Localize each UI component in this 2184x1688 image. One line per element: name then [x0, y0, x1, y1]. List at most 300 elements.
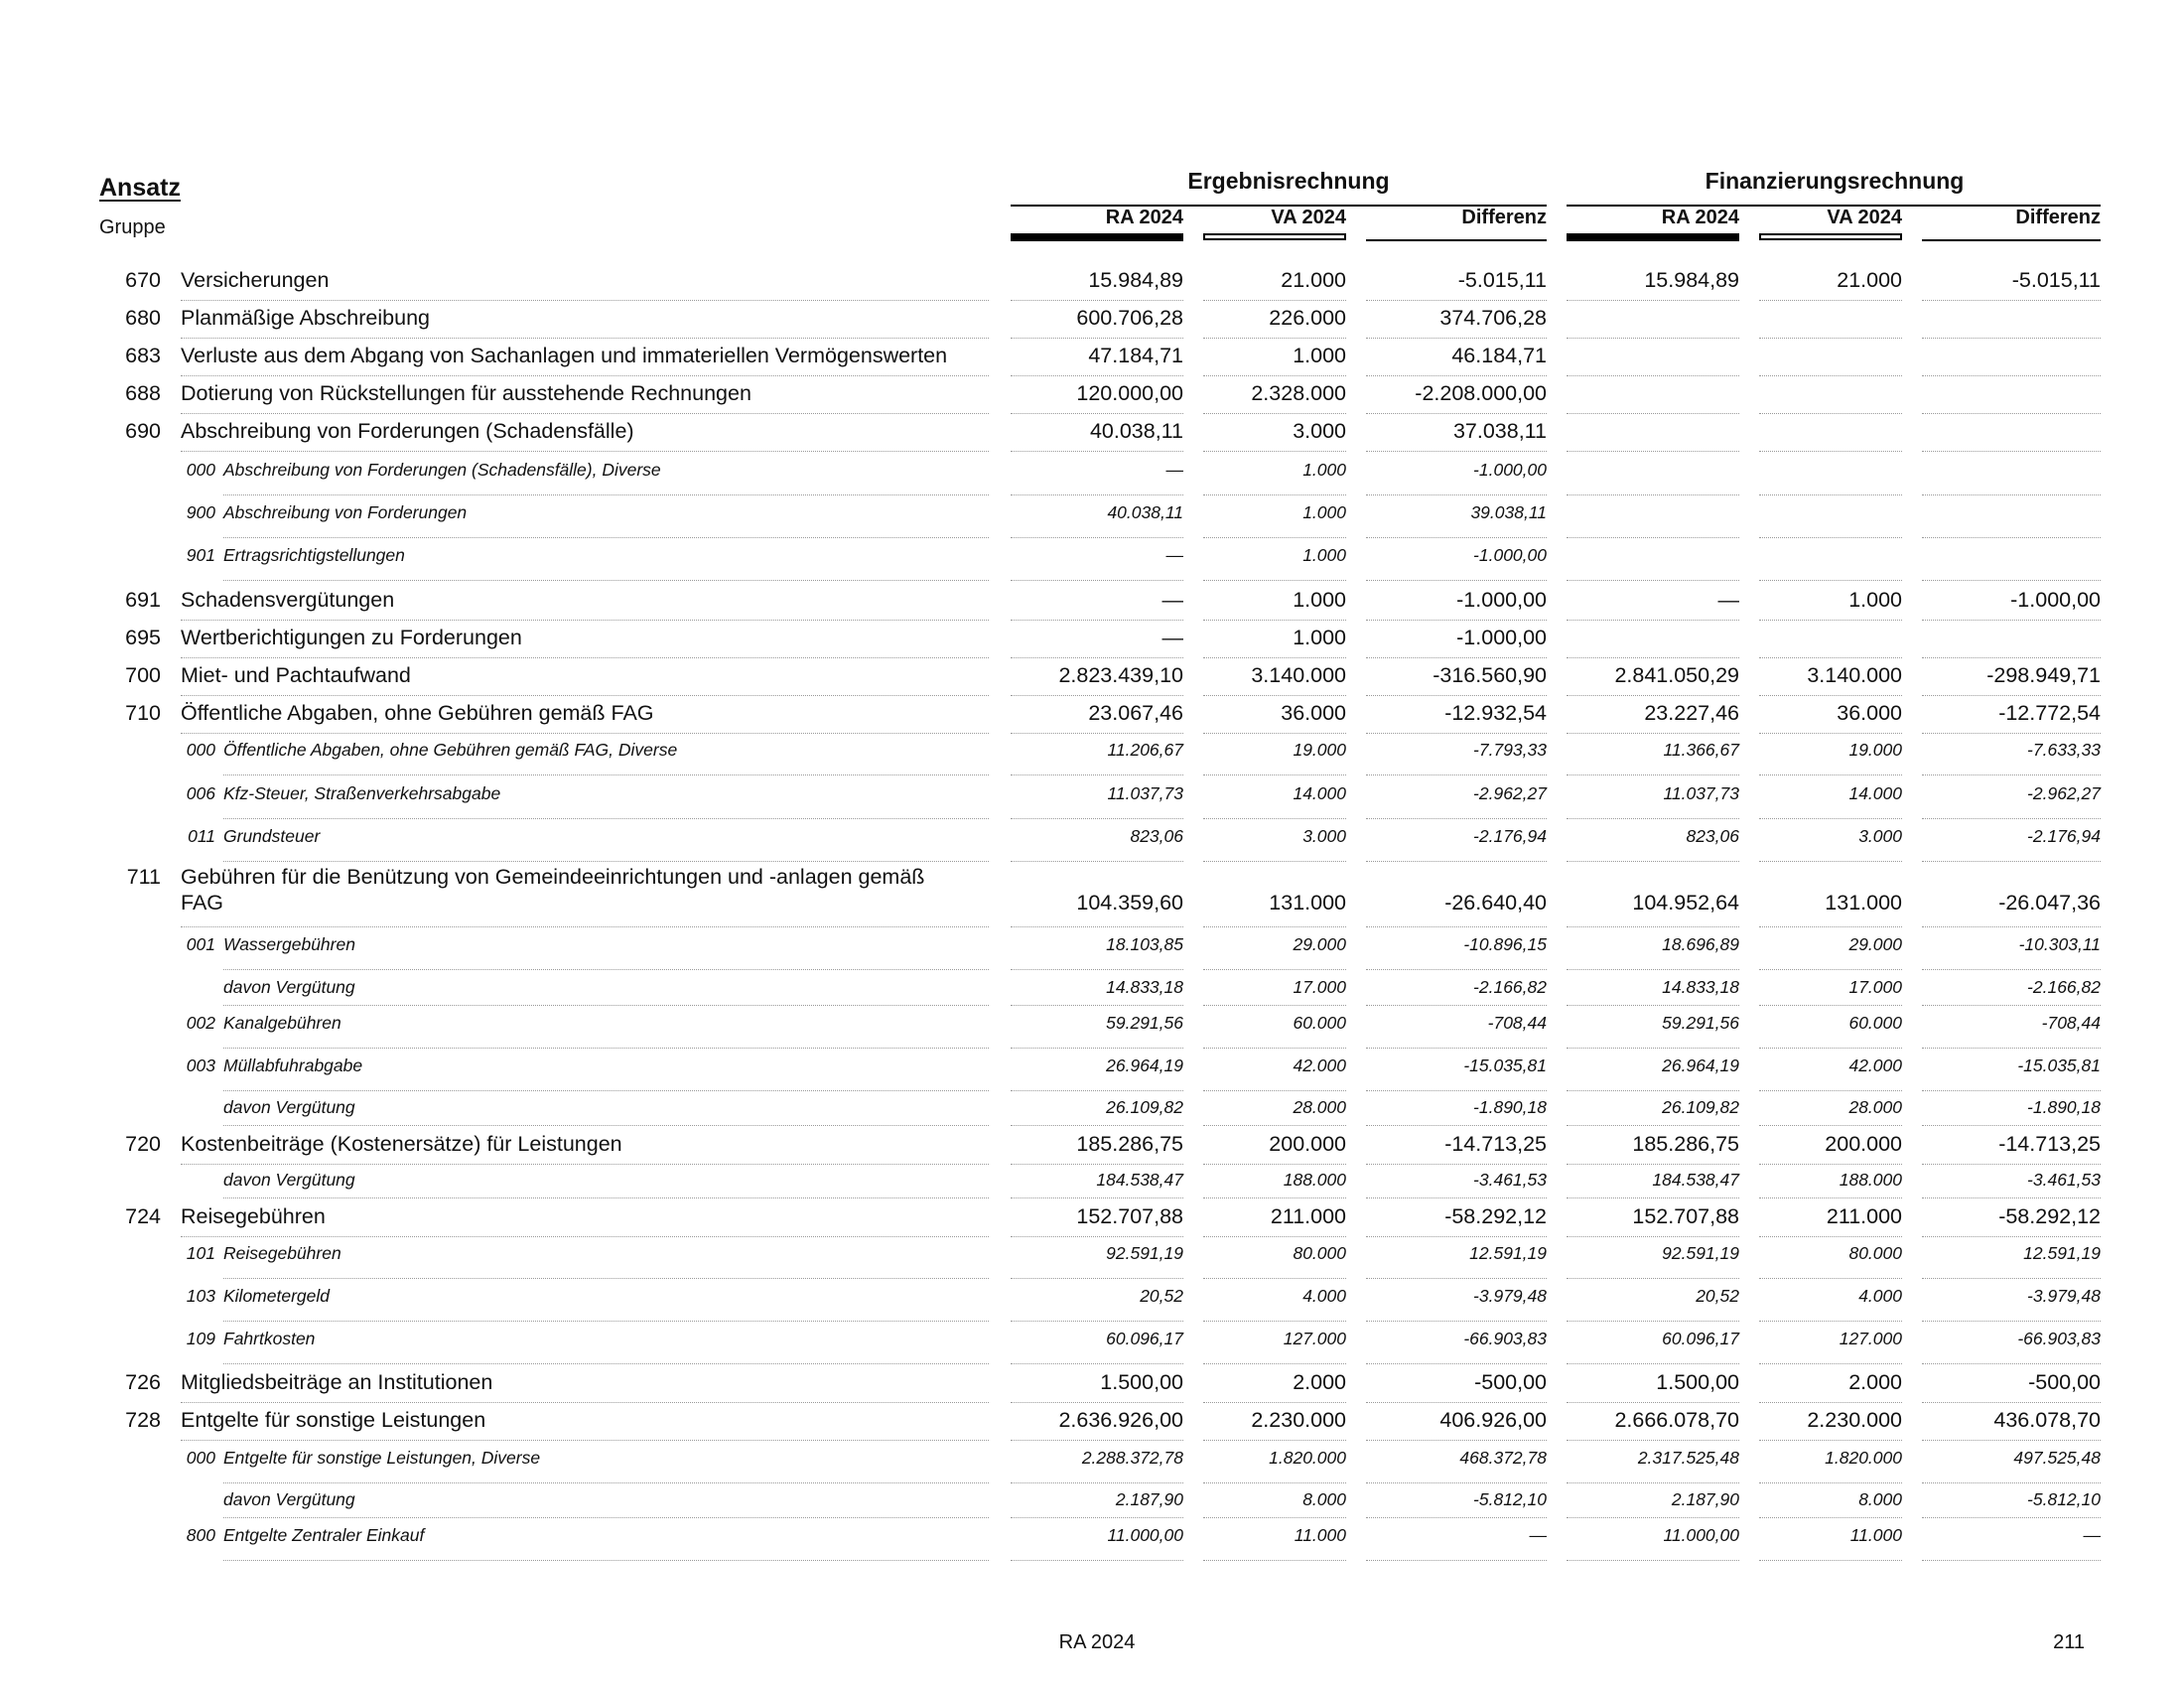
- cell-divider: [1567, 1005, 1739, 1006]
- row-label: Öffentliche Abgaben, ohne Gebühren gemäß FAG, Diverse: [223, 740, 678, 760]
- cell-f-va: 188.000: [1839, 1170, 1902, 1190]
- cell-divider: [1567, 926, 1739, 927]
- row-divider: [223, 969, 989, 970]
- row-divider: [181, 413, 989, 414]
- cell-divider: [1366, 1048, 1547, 1049]
- f-va-header: VA 2024: [1827, 207, 1902, 228]
- cell-f-va: 2.230.000: [1807, 1408, 1902, 1432]
- cell-e-va: 3.000: [1293, 419, 1346, 443]
- row-code: 101: [186, 1243, 215, 1263]
- cell-divider: [1203, 338, 1346, 339]
- table-row: [0, 584, 2184, 622]
- cell-e-va: 11.000: [1294, 1525, 1346, 1545]
- finanzierungsrechnung-header: Finanzierungsrechnung: [1705, 168, 1965, 194]
- cell-e-ra: 14.833,18: [1106, 977, 1183, 997]
- cell-e-va: 2.328.000: [1251, 381, 1346, 405]
- row-code: 001: [186, 934, 215, 954]
- cell-f-va: 3.000: [1858, 826, 1902, 846]
- table-row: [0, 1164, 2184, 1199]
- cell-divider: [1011, 375, 1183, 376]
- row-divider: [181, 451, 989, 452]
- cell-e-va: 17.000: [1293, 977, 1346, 997]
- cell-f-ra: 92.591,19: [1662, 1243, 1739, 1263]
- cell-divider: [1759, 861, 1902, 862]
- row-divider: [223, 537, 989, 538]
- row-divider: [181, 926, 989, 927]
- cell-divider: [1922, 1048, 2101, 1049]
- cell-divider: [1567, 1197, 1739, 1198]
- cell-divider: [1922, 451, 2101, 452]
- table-row: [0, 1200, 2184, 1238]
- f-ra-bar: [1567, 233, 1739, 241]
- cell-e-ra: 26.964,19: [1106, 1055, 1183, 1075]
- cell-divider: [1203, 494, 1346, 495]
- cell-e-diff: -5.015,11: [1457, 268, 1547, 292]
- cell-f-diff: -58.292,12: [1998, 1204, 2101, 1228]
- cell-f-diff: -7.633,33: [2027, 740, 2101, 760]
- cell-e-ra: 184.538,47: [1096, 1170, 1183, 1190]
- cell-f-ra: 11.000,00: [1663, 1525, 1739, 1545]
- cell-divider: [1203, 969, 1346, 970]
- cell-e-ra: 40.038,11: [1089, 419, 1183, 443]
- cell-e-ra: 152.707,88: [1076, 1204, 1183, 1228]
- cell-divider: [1922, 1402, 2101, 1403]
- cell-f-diff: -500,00: [2028, 1370, 2101, 1394]
- cell-f-va: 36.000: [1837, 701, 1902, 725]
- cell-f-va: 127.000: [1839, 1329, 1902, 1348]
- cell-f-ra: 20,52: [1696, 1286, 1739, 1306]
- cell-e-diff: —: [1529, 1525, 1547, 1545]
- cell-e-va: 29.000: [1293, 934, 1346, 954]
- cell-f-va: 211.000: [1826, 1204, 1902, 1228]
- table-row: [0, 734, 2184, 776]
- cell-e-diff: -66.903,83: [1463, 1329, 1547, 1348]
- cell-divider: [1922, 818, 2101, 819]
- row-label: Reisegebühren: [181, 1204, 326, 1228]
- cell-f-ra: 2.666.078,70: [1614, 1408, 1739, 1432]
- cell-divider: [1567, 300, 1739, 301]
- table-row: [0, 820, 2184, 863]
- cell-e-diff: -5.812,10: [1473, 1489, 1547, 1509]
- cell-divider: [1203, 300, 1346, 301]
- cell-divider: [1366, 969, 1547, 970]
- cell-e-ra: 40.038,11: [1107, 502, 1183, 522]
- cell-f-diff: —: [2083, 1525, 2101, 1545]
- cell-f-diff: -2.962,27: [2027, 783, 2101, 803]
- cell-divider: [1759, 1560, 1902, 1561]
- cell-e-ra: 47.184,71: [1088, 344, 1183, 367]
- cell-divider: [1922, 774, 2101, 775]
- cell-e-va: 8.000: [1302, 1489, 1346, 1509]
- cell-e-diff: -10.896,15: [1463, 934, 1547, 954]
- cell-divider: [1759, 774, 1902, 775]
- row-code: 680: [125, 306, 161, 330]
- cell-divider: [1922, 300, 2101, 301]
- table-row: [0, 1323, 2184, 1365]
- row-label: Entgelte Zentraler Einkauf: [223, 1525, 425, 1545]
- row-code: 724: [125, 1204, 161, 1228]
- cell-f-va: 60.000: [1848, 1013, 1902, 1033]
- cell-divider: [1759, 818, 1902, 819]
- cell-f-va: 42.000: [1848, 1055, 1902, 1075]
- table-row: [0, 777, 2184, 820]
- cell-divider: [1203, 1005, 1346, 1006]
- cell-divider: [1203, 413, 1346, 414]
- cell-e-ra: 18.103,85: [1106, 934, 1183, 954]
- cell-divider: [1759, 1402, 1902, 1403]
- cell-e-diff: -500,00: [1474, 1370, 1547, 1394]
- cell-divider: [1011, 969, 1183, 970]
- row-divider: [223, 818, 989, 819]
- e-diff-rule: [1366, 239, 1547, 241]
- cell-f-ra: 26.109,82: [1662, 1097, 1739, 1117]
- cell-divider: [1567, 1125, 1739, 1126]
- cell-f-ra: 59.291,56: [1662, 1013, 1739, 1033]
- cell-divider: [1011, 926, 1183, 927]
- cell-divider: [1011, 1363, 1183, 1364]
- cell-divider: [1366, 695, 1547, 696]
- cell-divider: [1366, 657, 1547, 658]
- cell-e-va: 1.000: [1293, 344, 1346, 367]
- cell-f-diff: -2.166,82: [2027, 977, 2101, 997]
- cell-divider: [1366, 1278, 1547, 1279]
- cell-divider: [1203, 620, 1346, 621]
- cell-f-va: 1.820.000: [1825, 1448, 1902, 1468]
- e-va-bar: [1203, 233, 1346, 240]
- cell-e-diff: -708,44: [1487, 1013, 1547, 1033]
- cell-e-va: 1.000: [1302, 545, 1346, 565]
- table-row: [0, 454, 2184, 496]
- cell-divider: [1759, 1005, 1902, 1006]
- cell-divider: [1203, 537, 1346, 538]
- ergebnisrechnung-header: Ergebnisrechnung: [1187, 168, 1390, 194]
- cell-divider: [1203, 1321, 1346, 1322]
- cell-divider: [1922, 1517, 2101, 1518]
- row-code: 800: [186, 1525, 215, 1545]
- cell-e-va: 1.000: [1293, 588, 1346, 612]
- cell-divider: [1203, 1197, 1346, 1198]
- cell-f-va: 28.000: [1848, 1097, 1902, 1117]
- cell-f-ra: —: [1717, 588, 1739, 612]
- cell-divider: [1759, 695, 1902, 696]
- cell-e-diff: -2.176,94: [1473, 826, 1547, 846]
- cell-divider: [1366, 1402, 1547, 1403]
- cell-divider: [1759, 1363, 1902, 1364]
- cell-f-diff: -1.890,18: [2027, 1097, 2101, 1117]
- cell-e-va: 14.000: [1293, 783, 1346, 803]
- table-row: [0, 697, 2184, 735]
- table-row: [0, 539, 2184, 582]
- cell-e-diff: -3.979,48: [1473, 1286, 1547, 1306]
- row-code: 700: [125, 663, 161, 687]
- cell-divider: [1759, 620, 1902, 621]
- row-divider: [181, 1402, 989, 1403]
- cell-divider: [1011, 1440, 1183, 1441]
- row-label: Öffentliche Abgaben, ohne Gebühren gemäß FAG: [181, 701, 654, 725]
- row-divider: [181, 338, 989, 339]
- table-row: [0, 1519, 2184, 1562]
- e-ra-header: RA 2024: [1105, 207, 1183, 228]
- cell-divider: [1567, 1560, 1739, 1561]
- cell-e-ra: 11.206,67: [1107, 740, 1183, 760]
- cell-e-ra: —: [1165, 460, 1183, 480]
- cell-f-va: 131.000: [1825, 891, 1902, 914]
- row-code: 711: [126, 865, 161, 889]
- row-code: 695: [125, 626, 161, 649]
- cell-divider: [1203, 1440, 1346, 1441]
- row-divider: [223, 1197, 989, 1198]
- cell-e-diff: -14.713,25: [1444, 1132, 1547, 1156]
- cell-e-va: 60.000: [1293, 1013, 1346, 1033]
- cell-divider: [1567, 657, 1739, 658]
- cell-divider: [1203, 451, 1346, 452]
- cell-divider: [1922, 1197, 2101, 1198]
- cell-divider: [1759, 926, 1902, 927]
- cell-divider: [1922, 1005, 2101, 1006]
- cell-divider: [1567, 494, 1739, 495]
- cell-divider: [1011, 300, 1183, 301]
- row-label: davon Vergütung: [223, 1097, 355, 1117]
- cell-f-diff: -26.047,36: [1998, 891, 2101, 914]
- cell-divider: [1011, 494, 1183, 495]
- cell-divider: [1203, 657, 1346, 658]
- cell-divider: [1567, 861, 1739, 862]
- cell-divider: [1203, 695, 1346, 696]
- row-divider: [223, 1278, 989, 1279]
- table-row: [0, 1007, 2184, 1050]
- cell-divider: [1759, 1517, 1902, 1518]
- cell-divider: [1759, 375, 1902, 376]
- cell-f-diff: -2.176,94: [2027, 826, 2101, 846]
- cell-divider: [1011, 695, 1183, 696]
- row-divider: [181, 1440, 989, 1441]
- cell-e-va: 127.000: [1283, 1329, 1346, 1348]
- cell-f-ra: 15.984,89: [1644, 268, 1739, 292]
- cell-f-va: 29.000: [1848, 934, 1902, 954]
- cell-divider: [1922, 695, 2101, 696]
- cell-divider: [1011, 861, 1183, 862]
- row-divider: [181, 375, 989, 376]
- cell-divider: [1922, 1321, 2101, 1322]
- cell-divider: [1759, 1321, 1902, 1322]
- cell-divider: [1567, 1278, 1739, 1279]
- cell-divider: [1011, 413, 1183, 414]
- cell-divider: [1759, 413, 1902, 414]
- cell-divider: [1922, 413, 2101, 414]
- table-row: [0, 1237, 2184, 1280]
- cell-divider: [1567, 537, 1739, 538]
- cell-divider: [1366, 375, 1547, 376]
- table-row: [0, 1366, 2184, 1404]
- row-label: Abschreibung von Forderungen (Schadensfälle), Diverse: [223, 460, 661, 480]
- cell-divider: [1011, 1005, 1183, 1006]
- cell-e-diff: -1.000,00: [1456, 626, 1547, 649]
- cell-f-diff: -5.015,11: [2011, 268, 2101, 292]
- row-divider: [181, 620, 989, 621]
- cell-e-va: 42.000: [1293, 1055, 1346, 1075]
- cell-divider: [1011, 818, 1183, 819]
- cell-divider: [1567, 620, 1739, 621]
- row-code: 670: [125, 268, 161, 292]
- row-label-continued: FAG: [181, 891, 224, 914]
- cell-divider: [1203, 1560, 1346, 1561]
- cell-e-va: 1.000: [1293, 626, 1346, 649]
- cell-divider: [1759, 1125, 1902, 1126]
- footer-title: RA 2024: [1058, 1631, 1136, 1653]
- cell-e-va: 3.000: [1302, 826, 1346, 846]
- row-code: 726: [125, 1370, 161, 1394]
- cell-divider: [1759, 537, 1902, 538]
- cell-f-va: 200.000: [1825, 1132, 1902, 1156]
- cell-f-va: 2.000: [1848, 1370, 1902, 1394]
- cell-e-ra: —: [1161, 626, 1183, 649]
- cell-divider: [1366, 620, 1547, 621]
- row-divider: [223, 580, 989, 581]
- row-code: 710: [125, 701, 161, 725]
- cell-f-diff: -10.303,11: [2018, 934, 2101, 954]
- cell-divider: [1567, 1517, 1739, 1518]
- cell-divider: [1011, 1048, 1183, 1049]
- table-row: [0, 1050, 2184, 1092]
- row-code: 109: [186, 1329, 215, 1348]
- cell-divider: [1011, 537, 1183, 538]
- cell-f-diff: 436.078,70: [1993, 1408, 2101, 1432]
- cell-divider: [1011, 451, 1183, 452]
- cell-divider: [1011, 1517, 1183, 1518]
- row-divider: [223, 1005, 989, 1006]
- cell-divider: [1922, 338, 2101, 339]
- row-code: 728: [125, 1408, 161, 1432]
- table-row: [0, 264, 2184, 302]
- row-code: 900: [186, 502, 215, 522]
- cell-divider: [1759, 1278, 1902, 1279]
- table-row: [0, 1091, 2184, 1127]
- cell-e-ra: —: [1161, 588, 1183, 612]
- cell-e-diff: 37.038,11: [1452, 419, 1547, 443]
- cell-divider: [1366, 580, 1547, 581]
- row-divider: [181, 695, 989, 696]
- row-label: Reisegebühren: [223, 1243, 341, 1263]
- cell-divider: [1366, 1517, 1547, 1518]
- cell-divider: [1922, 1278, 2101, 1279]
- cell-e-va: 36.000: [1281, 701, 1346, 725]
- cell-e-va: 1.820.000: [1269, 1448, 1346, 1468]
- cell-divider: [1366, 1321, 1547, 1322]
- cell-e-diff: 468.372,78: [1459, 1448, 1547, 1468]
- row-label: Ertragsrichtigstellungen: [223, 545, 405, 565]
- row-divider: [181, 657, 989, 658]
- cell-divider: [1366, 451, 1547, 452]
- cell-divider: [1922, 494, 2101, 495]
- cell-divider: [1203, 1517, 1346, 1518]
- cell-divider: [1567, 413, 1739, 414]
- cell-f-diff: -5.812,10: [2027, 1489, 2101, 1509]
- cell-e-diff: 406.926,00: [1439, 1408, 1547, 1432]
- cell-divider: [1366, 1363, 1547, 1364]
- cell-divider: [1759, 580, 1902, 581]
- cell-divider: [1922, 620, 2101, 621]
- cell-divider: [1203, 1048, 1346, 1049]
- cell-divider: [1759, 300, 1902, 301]
- cell-divider: [1366, 1197, 1547, 1198]
- cell-divider: [1011, 620, 1183, 621]
- cell-f-diff: 497.525,48: [2013, 1448, 2101, 1468]
- row-label: Dotierung von Rückstellungen für ausstehende Rechnungen: [181, 381, 751, 405]
- cell-e-diff: -2.166,82: [1473, 977, 1547, 997]
- cell-e-ra: 59.291,56: [1106, 1013, 1183, 1033]
- row-label: davon Vergütung: [223, 977, 355, 997]
- cell-divider: [1011, 1321, 1183, 1322]
- cell-divider: [1922, 1560, 2101, 1561]
- cell-divider: [1567, 969, 1739, 970]
- cell-e-diff: 374.706,28: [1439, 306, 1547, 330]
- cell-e-ra: 11.000,00: [1107, 1525, 1183, 1545]
- cell-e-ra: 1.500,00: [1100, 1370, 1183, 1394]
- cell-divider: [1759, 494, 1902, 495]
- cell-e-diff: -1.890,18: [1473, 1097, 1547, 1117]
- cell-f-va: 80.000: [1848, 1243, 1902, 1263]
- cell-e-ra: 23.067,46: [1088, 701, 1183, 725]
- cell-e-va: 211.000: [1270, 1204, 1346, 1228]
- table-row: [0, 865, 2184, 928]
- cell-f-diff: -66.903,83: [2017, 1329, 2101, 1348]
- cell-divider: [1011, 338, 1183, 339]
- row-label: Abschreibung von Forderungen (Schadensfälle): [181, 419, 634, 443]
- cell-f-diff: -14.713,25: [1998, 1132, 2101, 1156]
- cell-divider: [1011, 1560, 1183, 1561]
- cell-divider: [1203, 861, 1346, 862]
- row-divider: [223, 494, 989, 495]
- cell-e-ra: 2.288.372,78: [1081, 1448, 1183, 1468]
- cell-e-va: 80.000: [1293, 1243, 1346, 1263]
- cell-e-diff: -2.208.000,00: [1415, 381, 1547, 405]
- cell-f-diff: -3.461,53: [2027, 1170, 2101, 1190]
- row-label: Kilometergeld: [223, 1286, 330, 1306]
- cell-e-va: 1.000: [1302, 502, 1346, 522]
- cell-f-va: 3.140.000: [1807, 663, 1902, 687]
- table-row: [0, 971, 2184, 1007]
- cell-f-diff: -12.772,54: [1998, 701, 2101, 725]
- table-row: [0, 1280, 2184, 1323]
- cell-divider: [1922, 1125, 2101, 1126]
- e-diff-header: Differenz: [1461, 207, 1547, 228]
- table-row: [0, 496, 2184, 539]
- table-row: [0, 1442, 2184, 1484]
- cell-f-va: 17.000: [1848, 977, 1902, 997]
- row-divider: [223, 774, 989, 775]
- cell-e-diff: 12.591,19: [1469, 1243, 1547, 1263]
- cell-e-ra: 185.286,75: [1076, 1132, 1183, 1156]
- f-diff-header: Differenz: [2015, 207, 2101, 228]
- cell-divider: [1759, 451, 1902, 452]
- cell-divider: [1366, 818, 1547, 819]
- cell-divider: [1203, 1125, 1346, 1126]
- cell-divider: [1567, 338, 1739, 339]
- cell-f-ra: 26.964,19: [1662, 1055, 1739, 1075]
- cell-f-ra: 2.841.050,29: [1614, 663, 1739, 687]
- cell-divider: [1366, 494, 1547, 495]
- cell-e-va: 1.000: [1302, 460, 1346, 480]
- row-divider: [181, 300, 989, 301]
- cell-f-diff: -15.035,81: [2017, 1055, 2101, 1075]
- cell-e-va: 131.000: [1269, 891, 1346, 914]
- cell-e-ra: 823,06: [1130, 826, 1183, 846]
- cell-divider: [1759, 1048, 1902, 1049]
- cell-divider: [1366, 1005, 1547, 1006]
- cell-f-ra: 185.286,75: [1632, 1132, 1739, 1156]
- cell-e-ra: 15.984,89: [1088, 268, 1183, 292]
- cell-f-ra: 152.707,88: [1632, 1204, 1739, 1228]
